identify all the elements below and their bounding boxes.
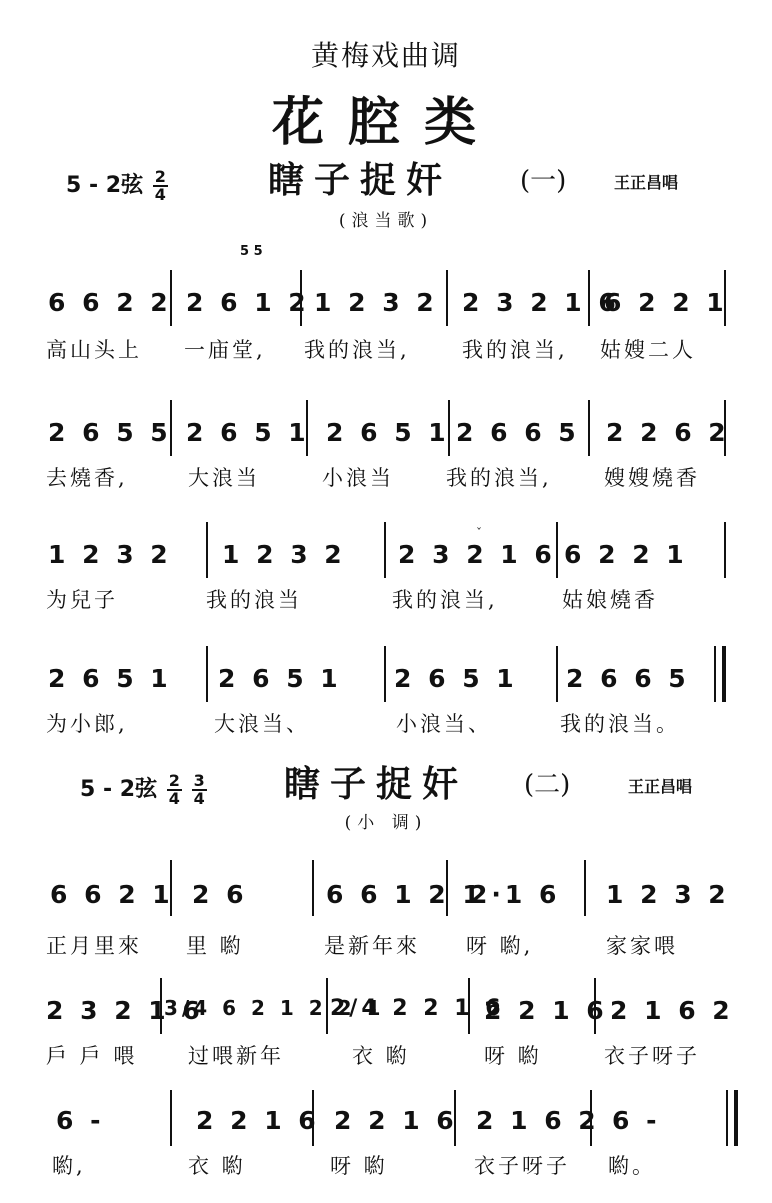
song1-row1-measure1-notes: 6 6 2 2 <box>48 288 172 317</box>
song2-row3-lyric5: 喲。 <box>608 1154 656 1178</box>
category-title: 花腔类 <box>271 92 500 153</box>
barline <box>724 522 726 578</box>
song1-grace-note: 5 5 <box>240 244 263 259</box>
song2-row1-lyric3: 是新年來 <box>324 934 420 958</box>
song1-row2-lyric1: 去燒香, <box>46 466 128 490</box>
song1-row3-measure4-notes: 6 2 2 1 <box>564 540 688 569</box>
barline <box>384 522 386 578</box>
barline <box>726 1090 728 1146</box>
song2-row2-measure1-notes: 2 3 2 1 6 <box>46 996 204 1025</box>
song1-row2-lyric5: 嫂嫂燒香 <box>604 466 700 490</box>
song1-tuning <box>66 168 168 203</box>
song2-row3-lyric2: 衣 喲 <box>188 1154 246 1178</box>
song2-row1-lyric2: 里 喲 <box>186 934 244 958</box>
song2-row1-lyric5: 家家喂 <box>606 934 678 958</box>
song2-time2-num: 3 <box>193 771 205 790</box>
barline <box>312 860 314 916</box>
song1-row2-measure3-notes: 2 6 5 1 <box>326 418 450 447</box>
song1-row4-measure4-notes: 2 6 6 5 <box>566 664 690 693</box>
song2-tuning-label: 5 - 2弦 <box>80 777 158 802</box>
barline <box>714 646 716 702</box>
barline <box>170 1090 172 1146</box>
song2-row2-lyric1: 戶 戶 喂 <box>46 1044 138 1068</box>
song2-row3-lyric3: 呀 喲 <box>330 1154 388 1178</box>
song2-row1-measure4-notes: 2·1 6 <box>470 880 561 909</box>
song1-row3-lyric4: 姑娘燒香 <box>562 588 658 612</box>
song2-row1-lyric4: 呀 喲, <box>466 934 534 958</box>
barline <box>206 522 208 578</box>
final-barline <box>734 1090 738 1146</box>
song2-row3-measure5-notes: 6 - <box>612 1106 661 1135</box>
song1-row2-lyric2: 大浪当 <box>188 466 260 490</box>
song1-row1-measure5-notes: 6 2 2 1 <box>604 288 728 317</box>
song1-row2-measure4-notes: 2 6 6 5 <box>456 418 580 447</box>
song1-singer: 王正昌唱 <box>614 173 679 192</box>
barline <box>584 860 586 916</box>
song2-row1-lyric1: 正月里來 <box>46 934 142 958</box>
song1-row1-measure2-notes: 2 6 1 2 <box>186 288 310 317</box>
song1-row1-lyric4: 我的浪当, <box>462 338 568 362</box>
song1-row2-measure2-notes: 2 6 5 1 <box>186 418 310 447</box>
song1-time-den: 4 <box>154 185 166 204</box>
song2-row2-measure5-notes: 2 1 6 2 <box>610 996 734 1025</box>
song1-row4-lyric3: 小浪当、 <box>396 712 492 736</box>
song2-row2-measure3-notes: 2/4 2 2 1 6 <box>330 996 505 1021</box>
song2-row3-measure2-notes: 2 2 1 6 <box>196 1106 320 1135</box>
song2-row2-lyric2: 过喂新年 <box>188 1044 284 1068</box>
barline <box>446 270 448 326</box>
song2-tuning <box>80 772 207 807</box>
song1-row4-lyric4: 我的浪当。 <box>560 712 680 736</box>
song2-title: 瞎子捉奸 <box>284 763 469 805</box>
song1-row2-lyric4: 我的浪当, <box>446 466 552 490</box>
song2-row3-measure3-notes: 2 2 1 6 <box>334 1106 458 1135</box>
song1-part: (一) <box>520 166 567 196</box>
song2-row1-measure5-notes: 1 2 3 2 <box>606 880 730 909</box>
barline <box>588 400 590 456</box>
song1-row3-measure3-notes: 2 3 2 1 6 <box>398 540 556 569</box>
song1-row4-measure2-notes: 2 6 5 1 <box>218 664 342 693</box>
song1-row4-measure1-notes: 2 6 5 1 <box>48 664 172 693</box>
song2-row3-measure4-notes: 2 1 6 2 <box>476 1106 600 1135</box>
song2-subtitle: (小 调) <box>344 813 428 833</box>
song2-row3-measure1-notes: 6 - <box>56 1106 105 1135</box>
song2-row2-lyric4: 呀 喲 <box>484 1044 542 1068</box>
song2-row3-lyric1: 喲, <box>52 1154 86 1178</box>
song1-row2-measure5-notes: 2 2 6 2 <box>606 418 730 447</box>
song2-row2-lyric5: 衣子呀子 <box>604 1044 700 1068</box>
song2-part: (二) <box>524 770 571 800</box>
song1-time-signature <box>153 169 168 203</box>
song1-subtitle: (浪当歌) <box>338 211 434 231</box>
barline <box>384 646 386 702</box>
song1-row2-measure1-notes: 2 6 5 5 <box>48 418 172 447</box>
song2-row3-lyric4: 衣子呀子 <box>474 1154 570 1178</box>
song1-row3-lyric3: 我的浪当, <box>392 588 498 612</box>
song1-row1-measure4-notes: 2 3 2 1 6 <box>462 288 620 317</box>
song1-row3-measure2-notes: 1 2 3 2 <box>222 540 346 569</box>
song1-row1-lyric1: 高山头上 <box>46 338 142 362</box>
song1-row2-lyric3: 小浪当 <box>322 466 394 490</box>
final-barline <box>722 646 726 702</box>
song2-time1-den: 4 <box>168 789 180 808</box>
barline <box>556 522 558 578</box>
song2-row2-lyric3: 衣 喲 <box>352 1044 410 1068</box>
song2-row1-measure2-notes: 2 6 <box>192 880 248 909</box>
song2-time-signature-2 <box>192 773 207 807</box>
barline <box>556 646 558 702</box>
song2-row1-measure3-notes: 6 6 1 2 1 <box>326 880 484 909</box>
song1-tuning-label: 5 - 2弦 <box>66 173 144 198</box>
song2-row2-measure4-notes: 2 2 1 6 <box>484 996 608 1025</box>
song1-row4-lyric2: 大浪当、 <box>214 712 310 736</box>
song2-row1-measure1-notes: 6 6 2 1 <box>50 880 174 909</box>
song1-title: 瞎子捉奸 <box>268 159 453 201</box>
song1-row1-lyric5: 姑嫂二人 <box>600 338 696 362</box>
song1-row3-measure1-notes: 1 2 3 2 <box>48 540 172 569</box>
song2-row2-measure2-notes: 3/4 6 2 1 2 2 1 <box>164 996 385 1020</box>
song1-row3-lyric2: 我的浪当 <box>206 588 302 612</box>
song1-row1-measure3-notes: 1 2 3 2 <box>314 288 438 317</box>
song2-singer: 王正昌唱 <box>628 777 693 796</box>
song1-row4-lyric1: 为小郎, <box>46 712 128 736</box>
song1-row4-measure3-notes: 2 6 5 1 <box>394 664 518 693</box>
song2-time-signature-1 <box>167 773 182 807</box>
song1-row1-lyric2: 一庙堂, <box>184 338 266 362</box>
song1-row1-lyric3: 我的浪当, <box>304 338 410 362</box>
song2-time2-den: 4 <box>193 789 205 808</box>
grace-mark: ˇ <box>476 526 482 540</box>
song1-row3-lyric1: 为兒子 <box>46 588 118 612</box>
song1-time-num: 2 <box>154 167 166 186</box>
song2-time1-num: 2 <box>168 771 180 790</box>
collection-title: 黄梅戏曲调 <box>310 39 461 72</box>
barline <box>206 646 208 702</box>
